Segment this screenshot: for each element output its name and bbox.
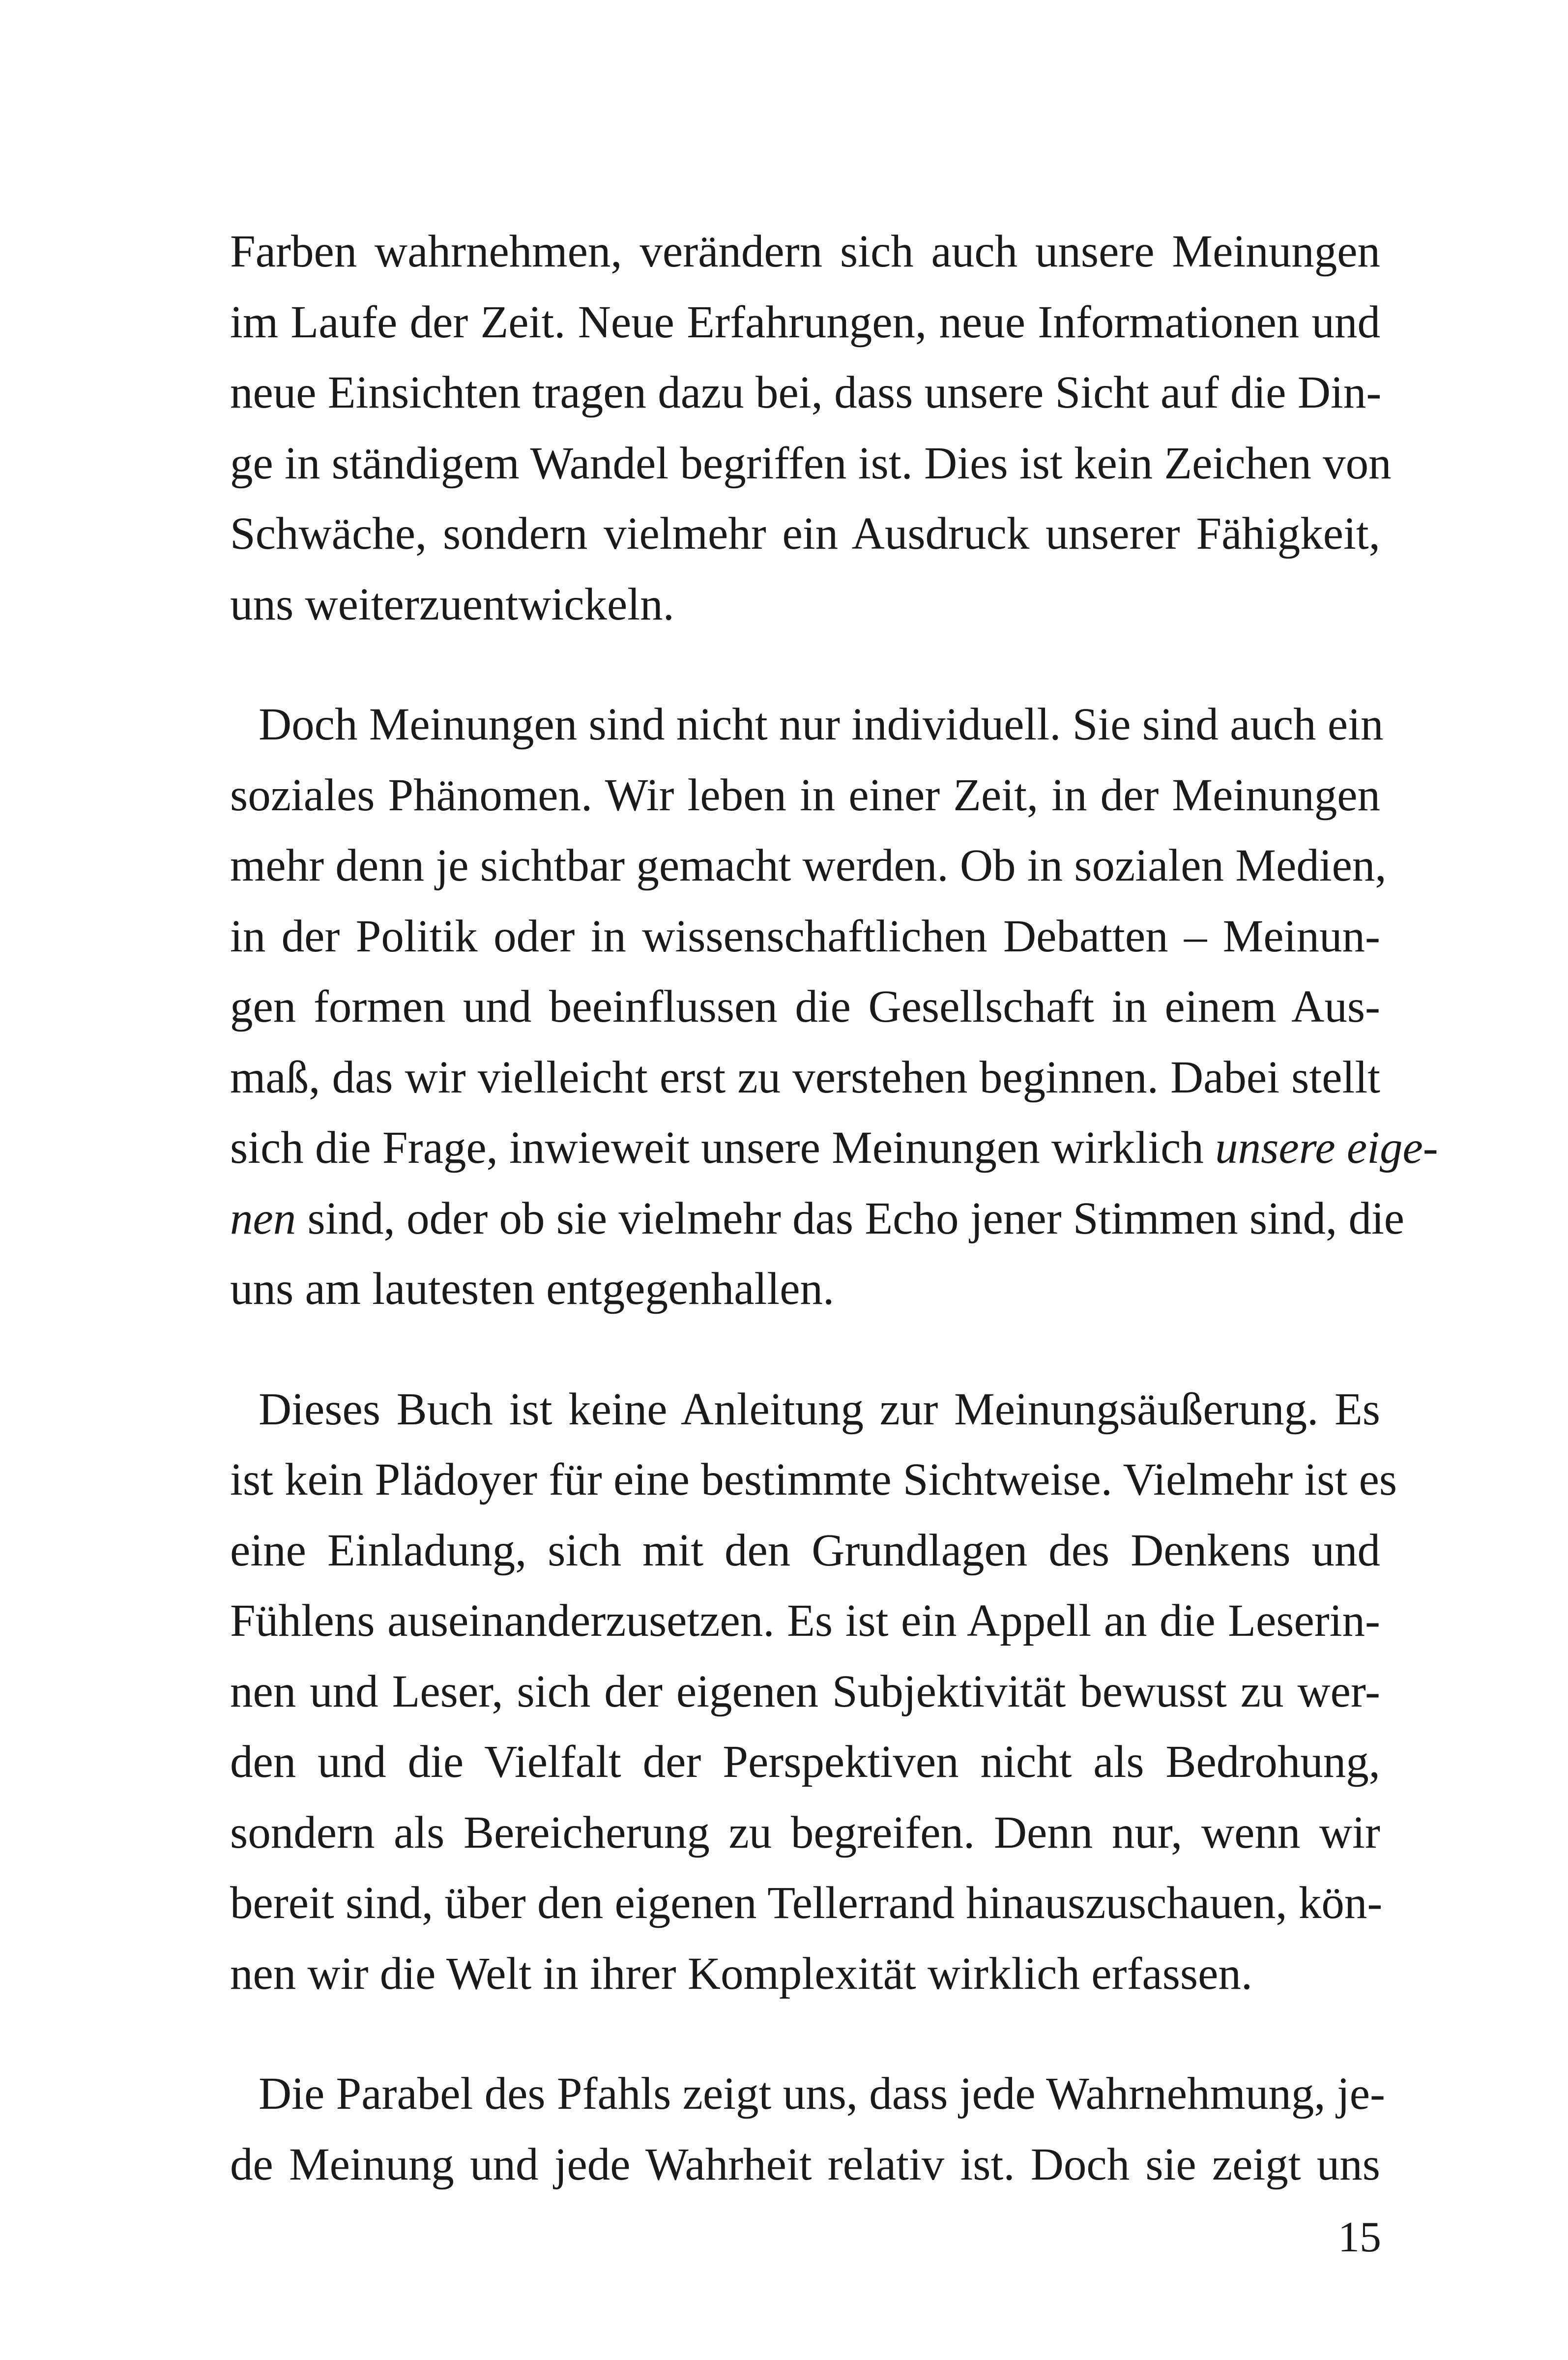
text-line: maß, das wir vielleicht erst zu verstehen beginnen. Dabei stellt [230,1052,1380,1103]
text-line: gen formen und beeinflussen die Gesellschaft in einem Aus- [230,981,1380,1032]
text-line: Dieses Buch ist keine Anleitung zur Meinungsäußerung. Es [259,1384,1380,1435]
emphasis-text: unsere eige- [1215,1122,1438,1173]
text-line: ge in ständigem Wandel begriffen ist. Dies ist kein Zeichen von [230,438,1392,489]
line-text: sich die Frage, inwieweit unsere Meinungen wirklich [230,1122,1216,1173]
text-line: nen wir die Welt in ihrer Komplexität wirklich erfassen. [230,1948,1253,1999]
page-number: 15 [1338,2213,1381,2261]
paragraph-gap [230,2009,1380,2059]
text-line: Farben wahrnehmen, verändern sich auch unsere Meinungen [230,226,1380,277]
text-line: uns weiterzuentwickeln. [230,579,674,630]
text-line-with-emphasis [230,1183,1405,1254]
text-line: mehr denn je sichtbar gemacht werden. Ob in sozialen Medien, [230,840,1387,891]
text-line: nen und Leser, sich der eigenen Subjektivität bewusst zu wer- [230,1666,1380,1717]
text-line: de Meinung und jede Wahrheit relativ ist. Doch sie zeigt uns [230,2139,1380,2190]
body-text [230,216,1438,2200]
text-line: Schwäche, sondern vielmehr ein Ausdruck unserer Fähigkeit, [230,508,1380,559]
emphasis-text: nen [230,1193,296,1244]
text-line: bereit sind, über den eigenen Tellerrand hinauszuschauen, kön- [230,1878,1383,1928]
text-line: den und die Vielfalt der Perspektiven nicht als Bedrohung, [230,1737,1380,1787]
text-line: in der Politik oder in wissenschaftlichen Debatten – Meinun- [230,911,1380,962]
text-line: neue Einsichten tragen dazu bei, dass unsere Sicht auf die Din- [230,367,1382,418]
text-line: sondern als Bereicherung zu begreifen. Denn nur, wenn wir [230,1807,1380,1858]
text-line: Doch Meinungen sind nicht nur individuell. Sie sind auch ein [259,699,1384,750]
line-text: sind, oder ob sie vielmehr das Echo jener Stimmen sind, die [296,1193,1405,1244]
text-line: im Laufe der Zeit. Neue Erfahrungen, neue Informationen und [230,296,1380,348]
paragraph-gap [230,640,1380,689]
text-line: soziales Phänomen. Wir leben in einer Zeit, in der Meinungen [230,769,1380,821]
text-line: Fühlens auseinanderzusetzen. Es ist ein Appell an die Leserin- [230,1595,1380,1646]
text-line: uns am lautesten entgegenhallen. [230,1264,835,1314]
text-line: Die Parabel des Pfahls zeigt uns, dass jede Wahrnehmung, je- [259,2068,1385,2119]
text-line: eine Einladung, sich mit den Grundlagen des Denkens und [230,1525,1380,1576]
text-line-with-emphasis [230,1113,1438,1183]
text-line: ist kein Plädoyer für eine bestimmte Sichtweise. Vielmehr ist es [230,1454,1397,1505]
paragraph-gap [230,1325,1380,1374]
